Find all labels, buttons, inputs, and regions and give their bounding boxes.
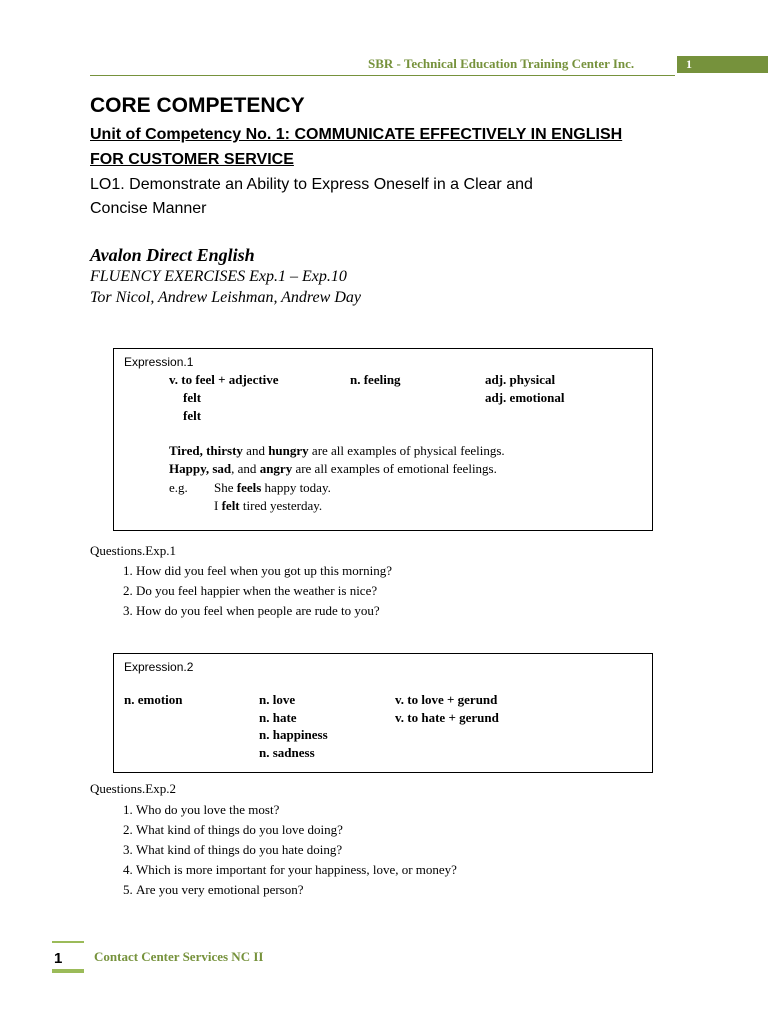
exp1-example-2: I felt tired yesterday. bbox=[214, 498, 323, 513]
exp2-hate: n. hate bbox=[259, 710, 297, 725]
list-item: 5. Are you very emotional person? bbox=[136, 880, 457, 900]
exp2-noun: n. emotion bbox=[124, 692, 183, 707]
footer-rule-bottom bbox=[52, 969, 84, 973]
footer-page-number: 1 bbox=[54, 950, 63, 967]
header-rule bbox=[90, 75, 675, 76]
list-item: 2. What kind of things do you love doing? bbox=[136, 820, 457, 840]
list-item: 1. How did you feel when you got up this morning? bbox=[136, 561, 392, 581]
footer-title: Contact Center Services NC II bbox=[94, 949, 264, 964]
exp1-past: felt bbox=[183, 390, 202, 405]
exp2-sadness: n. sadness bbox=[259, 745, 315, 760]
exp1-participle: felt bbox=[183, 408, 202, 423]
unit-heading-line1: Unit of Competency No. 1: COMMUNICATE EFFECTIVELY IN ENGLISH bbox=[90, 126, 623, 143]
questions-2-label: Questions.Exp.2 bbox=[90, 781, 176, 796]
expression-1-label: Expression.1 bbox=[124, 355, 194, 369]
book-authors: Tor Nicol, Andrew Leishman, Andrew Day bbox=[90, 289, 361, 306]
exp1-eg-label: e.g. bbox=[169, 480, 188, 495]
header-page-number: 1 bbox=[677, 56, 768, 73]
lo-heading-line1: LO1. Demonstrate an Ability to Express Oneself in a Clear and bbox=[90, 176, 533, 193]
footer-rule-top bbox=[52, 941, 84, 943]
exp2-love: n. love bbox=[259, 692, 296, 707]
book-subtitle: FLUENCY EXERCISES Exp.1 – Exp.10 bbox=[90, 268, 347, 285]
list-item: 4. Which is more important for your happiness, love, or money? bbox=[136, 860, 457, 880]
questions-2-list bbox=[90, 800, 457, 900]
list-item: 2. Do you feel happier when the weather is nice? bbox=[136, 581, 392, 601]
unit-heading-line2: FOR CUSTOMER SERVICE bbox=[90, 151, 294, 168]
lo-heading-line2: Concise Manner bbox=[90, 200, 207, 217]
exp1-sentence-emotional: Happy, sad, and angry are all examples of emotional feelings. bbox=[169, 461, 497, 476]
expression-2-label: Expression.2 bbox=[124, 660, 194, 674]
exp1-adj-emotional: adj. emotional bbox=[485, 390, 565, 405]
exp1-verb: v. to feel + adjective bbox=[169, 372, 279, 387]
exp2-happiness: n. happiness bbox=[259, 727, 328, 742]
questions-1-label: Questions.Exp.1 bbox=[90, 543, 176, 558]
questions-1-list bbox=[90, 561, 392, 621]
list-item: 3. How do you feel when people are rude to you? bbox=[136, 601, 392, 621]
exp1-noun: n. feeling bbox=[350, 372, 401, 387]
list-item: 3. What kind of things do you hate doing? bbox=[136, 840, 457, 860]
exp2-verb-love: v. to love + gerund bbox=[395, 692, 498, 707]
list-item: 1. Who do you love the most? bbox=[136, 800, 457, 820]
exp1-example-1: She feels happy today. bbox=[214, 480, 331, 495]
exp1-sentence-physical: Tired, thirsty and hungry are all examples of physical feelings. bbox=[169, 443, 505, 458]
core-competency-heading: CORE COMPETENCY bbox=[90, 94, 305, 117]
exp1-adj-physical: adj. physical bbox=[485, 372, 556, 387]
expression-2-box bbox=[113, 653, 653, 773]
exp2-verb-hate: v. to hate + gerund bbox=[395, 710, 499, 725]
header-title: SBR - Technical Education Training Center Inc. bbox=[368, 56, 635, 71]
book-title: Avalon Direct English bbox=[90, 245, 255, 265]
